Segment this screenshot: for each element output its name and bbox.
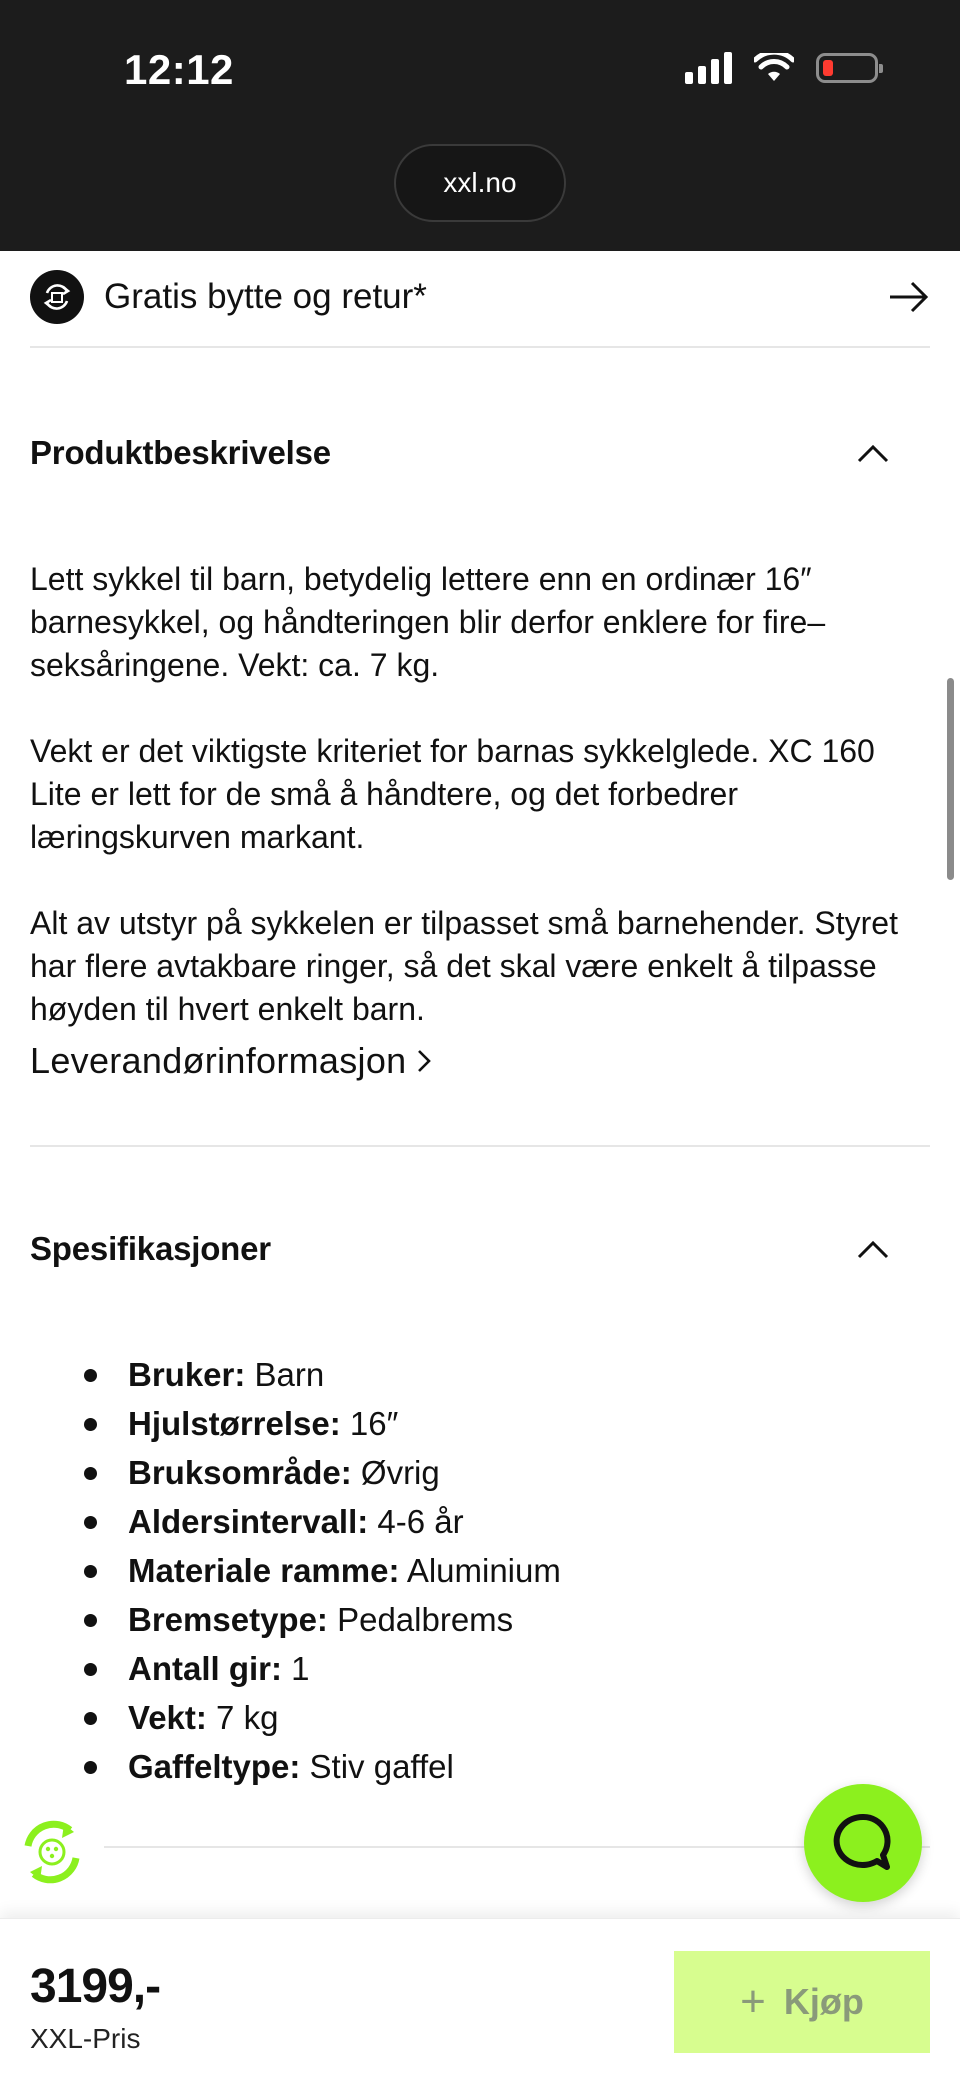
spec-key: Gaffeltype:: [128, 1748, 301, 1785]
spec-value: 1: [282, 1650, 310, 1687]
chevron-up-icon: [856, 1238, 890, 1260]
chat-button[interactable]: [804, 1784, 922, 1902]
spec-value: Øvrig: [351, 1454, 440, 1491]
scrollbar[interactable]: [947, 678, 954, 880]
return-exchange-icon: [30, 270, 84, 324]
status-icons: [685, 52, 878, 84]
spec-value: 16″: [340, 1405, 399, 1442]
spec-item: [84, 1546, 904, 1595]
spec-key: Vekt:: [128, 1699, 207, 1736]
spec-key: Bruksområde:: [128, 1454, 352, 1491]
spec-value: Barn: [245, 1356, 325, 1393]
purchase-bar: [0, 1918, 960, 2081]
spec-item: [84, 1399, 904, 1448]
spec-item: [84, 1693, 904, 1742]
arrow-right-icon: [888, 280, 930, 314]
wifi-icon: [754, 53, 794, 83]
specifications-title: Spesifikasjoner: [30, 1230, 271, 1267]
specifications-list: [84, 1350, 904, 1791]
free-return-row[interactable]: [30, 248, 930, 348]
spec-item: [84, 1595, 904, 1644]
price: 3199,-: [30, 1960, 161, 2013]
spec-key: Aldersintervall:: [128, 1503, 369, 1540]
chat-icon: [831, 1811, 895, 1875]
spec-key: Hjulstørrelse:: [128, 1405, 341, 1442]
url-bar[interactable]: xxl.no: [394, 144, 566, 222]
status-time: 12:12: [124, 46, 234, 93]
cellular-signal-icon: [685, 52, 732, 84]
price-label: XXL-Pris: [30, 2023, 141, 2054]
spec-value: 7 kg: [206, 1699, 279, 1736]
eco-badge-icon[interactable]: [18, 1818, 86, 1886]
browser-chrome: [0, 0, 960, 251]
spec-item: [84, 1644, 904, 1693]
chevron-right-icon: [416, 1047, 432, 1075]
supplier-info-label: Leverandørinformasjon: [30, 1040, 407, 1081]
spec-value: Pedalbrems: [327, 1601, 514, 1638]
spec-item: [84, 1497, 904, 1546]
description-title: Produktbeskrivelse: [30, 434, 331, 471]
spec-item: [84, 1350, 904, 1399]
spec-key: Bruker:: [128, 1356, 246, 1393]
description-paragraph: Lett sykkel til barn, betydelig lettere enn en ordinær 16″ barnesykkel, og håndteringen blir derfor enklere for fire–seksåringene. Vekt: ca. 7 kg.: [30, 561, 826, 683]
spec-item: [84, 1742, 904, 1791]
section-divider: [30, 1145, 930, 1147]
buy-button[interactable]: [674, 1951, 930, 2053]
chevron-up-icon: [856, 442, 890, 464]
description-paragraph: Vekt er det viktigste kriteriet for barnas sykkelglede. XC 160 Lite er lett for de små å håndtere, og det forbedrer læringskurven markant.: [30, 733, 875, 855]
spec-key: Materiale ramme:: [128, 1552, 400, 1589]
spec-key: Antall gir:: [128, 1650, 282, 1687]
spec-value: 4-6 år: [368, 1503, 464, 1540]
battery-icon: [816, 53, 878, 83]
specifications-section-header[interactable]: [30, 1204, 930, 1294]
description-section-header[interactable]: [30, 408, 930, 498]
plus-icon: +: [740, 1977, 766, 2026]
spec-value: Stiv gaffel: [300, 1748, 454, 1785]
description-paragraph: Alt av utstyr på sykkelen er tilpasset små barnehender. Styret har flere avtakbare ringer, så det skal være enkelt å tilpasse høyden til hvert enkelt barn.: [30, 905, 898, 1027]
description-text: [30, 558, 930, 1031]
supplier-info-link[interactable]: [30, 1040, 432, 1082]
buy-label: Kjøp: [783, 1981, 864, 2022]
spec-value: Aluminium: [399, 1552, 561, 1589]
spec-item: [84, 1448, 904, 1497]
spec-key: Bremsetype:: [128, 1601, 328, 1638]
free-return-label: Gratis bytte og retur*: [104, 277, 427, 316]
